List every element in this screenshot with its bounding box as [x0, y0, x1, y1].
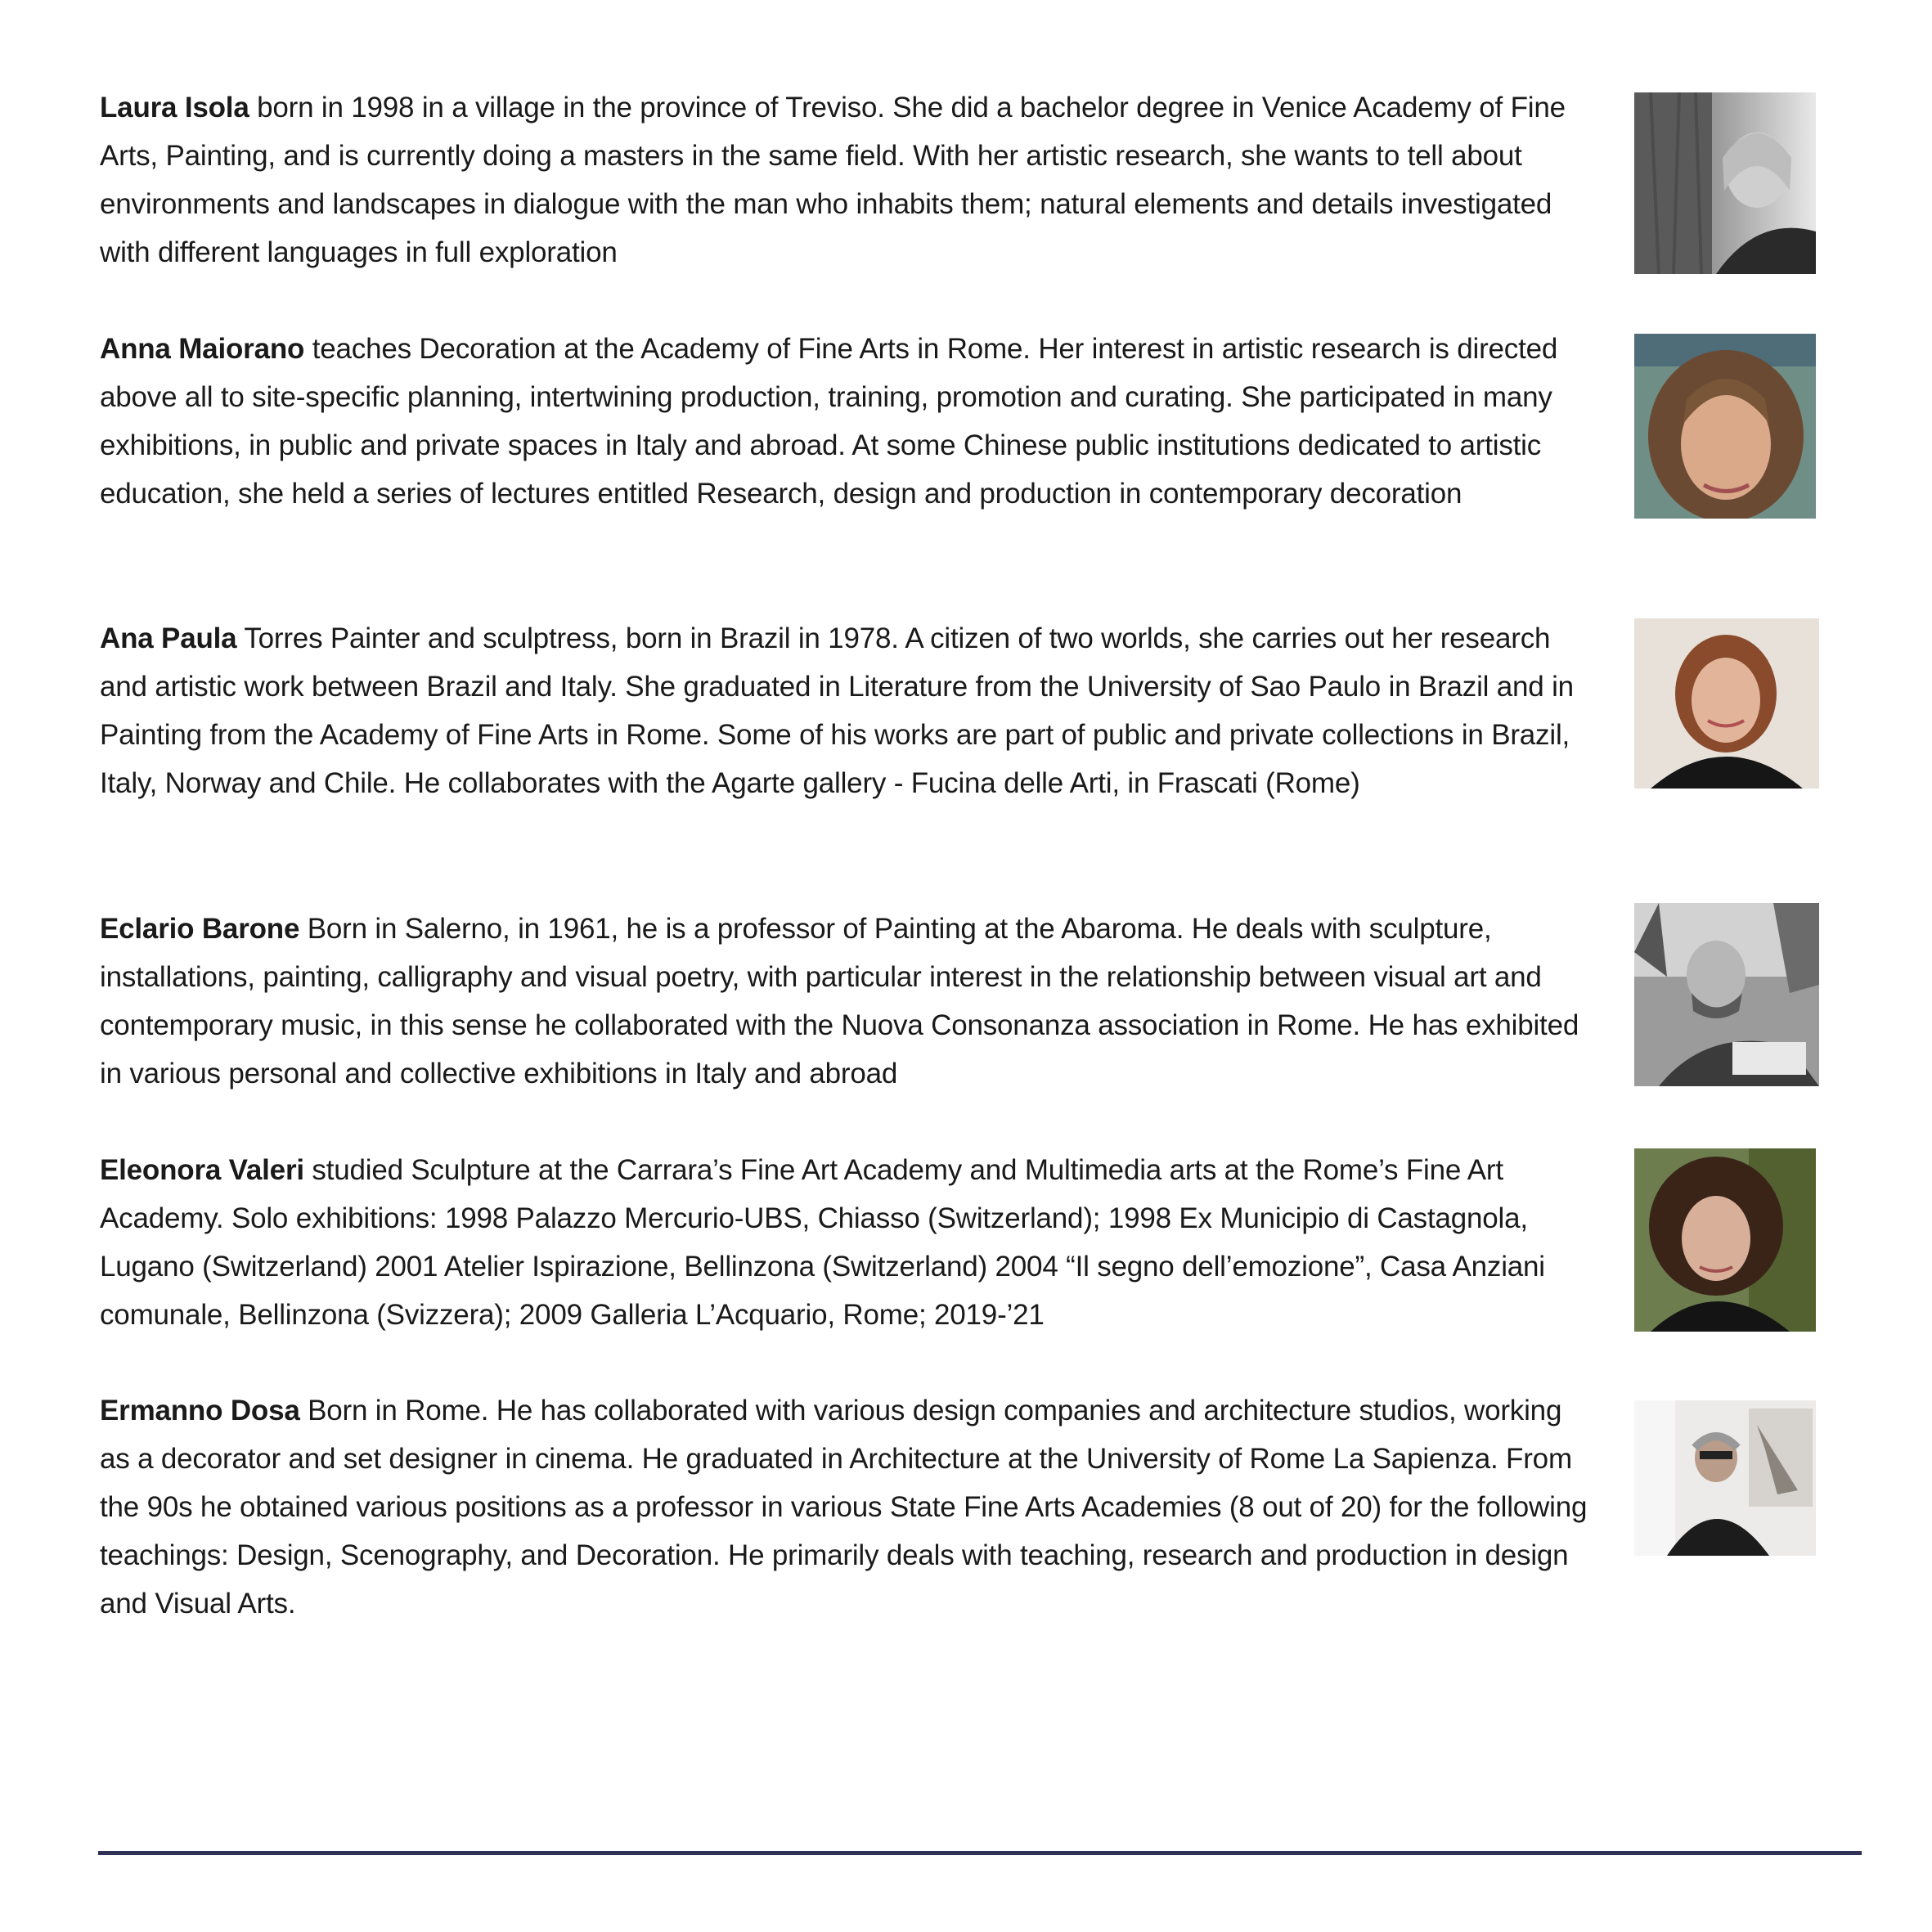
bio-body: Torres Painter and sculptress, born in Brazil in 1978. A citizen of two worlds, she carries out her research and artistic work between Brazil and Italy. She graduated in Literature from the University of Sao Paulo in Brazil and in Painting from the Academy of Fine Arts in Rome. Some of his works are part of public and private collections in Brazil, Italy, Norway and Chile. He collaborates with the Agarte gallery - Fucina delle Arti, in Frascati (Rome)	[100, 622, 1574, 799]
bio-entry	[100, 1386, 1597, 1628]
portrait-image	[1634, 1148, 1816, 1332]
portrait-image	[1634, 92, 1816, 274]
portrait-image	[1634, 1400, 1816, 1556]
bio-entry	[100, 1146, 1597, 1339]
portrait-photo	[1634, 618, 1819, 789]
bio-body: teaches Decoration at the Academy of Fine Arts in Rome. Her interest in artistic research is directed above all to site-specific planning, intertwining production, training, promotion and curating. She participated in many exhibitions, in public and private spaces in Italy and abroad. At some Chinese public institutions dedicated to artistic education, she held a series of lectures entitled Research, design and production in contemporary decoration	[100, 333, 1558, 510]
portrait-photo	[1634, 1400, 1816, 1556]
bio-entry	[100, 905, 1597, 1098]
portrait-photo	[1634, 1148, 1816, 1332]
portrait-photo	[1634, 92, 1816, 274]
portrait-image	[1634, 903, 1819, 1086]
bio-name: Eleonora Valeri	[100, 1154, 304, 1186]
bio-name: Ermanno Dosa	[100, 1395, 300, 1427]
bio-name: Eclario Barone	[100, 913, 300, 945]
footer-divider	[98, 1851, 1862, 1855]
bio-body: studied Sculpture at the Carrara’s Fine Art Academy and Multimedia arts at the Rome’s Fine Art Academy. Solo exhibitions: 1998 Palazzo Mercurio-UBS, Chiasso (Switzerland); 1998 Ex Municipio di Castagnola, Lugano (Switzerland) 2001 Atelier Ispirazione, Bellinzona (Switzerland) 2004 “Il segno dell’emozione”, Casa Anziani comunale, Bellinzona (Svizzera); 2009 Galleria L’Acquario, Rome; 2019-’21	[100, 1154, 1545, 1331]
bio-paragraph	[100, 905, 1597, 1098]
bio-paragraph	[100, 325, 1597, 518]
bio-name: Anna Maiorano	[100, 333, 305, 365]
bio-body: Born in Salerno, in 1961, he is a professor of Painting at the Abaroma. He deals with sculpture, installations, painting, calligraphy and visual poetry, with particular interest in the relationship between visual art and contemporary music, in this sense he collaborated with the Nuova Consonanza association in Rome. He has exhibited in various personal and collective exhibitions in Italy and abroad	[100, 913, 1579, 1090]
bio-paragraph	[100, 83, 1597, 276]
bio-paragraph	[100, 1386, 1597, 1628]
bio-entry	[100, 83, 1597, 276]
bio-paragraph	[100, 1146, 1597, 1339]
bio-paragraph	[100, 614, 1597, 807]
portrait-image	[1634, 618, 1819, 789]
bio-name: Ana Paula	[100, 622, 237, 654]
portrait-photo	[1634, 903, 1819, 1086]
bio-entry	[100, 614, 1597, 807]
portrait-image	[1634, 334, 1816, 519]
portrait-photo	[1634, 334, 1816, 519]
bio-body: Born in Rome. He has collaborated with various design companies and architecture studios, working as a decorator and set designer in cinema. He graduated in Architecture at the University of Rome La Sapienza. From the 90s he obtained various positions as a professor in various State Fine Arts Academies (8 out of 20) for the following teachings: Design, Scenography, and Decoration. He primarily deals with teaching, research and production in design and Visual Arts.	[100, 1395, 1588, 1620]
bio-body: born in 1998 in a village in the province of Treviso. She did a bachelor degree in Venice Academy of Fine Arts, Painting, and is currently doing a masters in the same field. With her artistic research, she wants to tell about environments and landscapes in dialogue with the man who inhabits them; natural elements and details investigated with different languages in full exploration	[100, 92, 1566, 268]
bio-entry	[100, 325, 1597, 518]
bio-name: Laura Isola	[100, 92, 249, 124]
